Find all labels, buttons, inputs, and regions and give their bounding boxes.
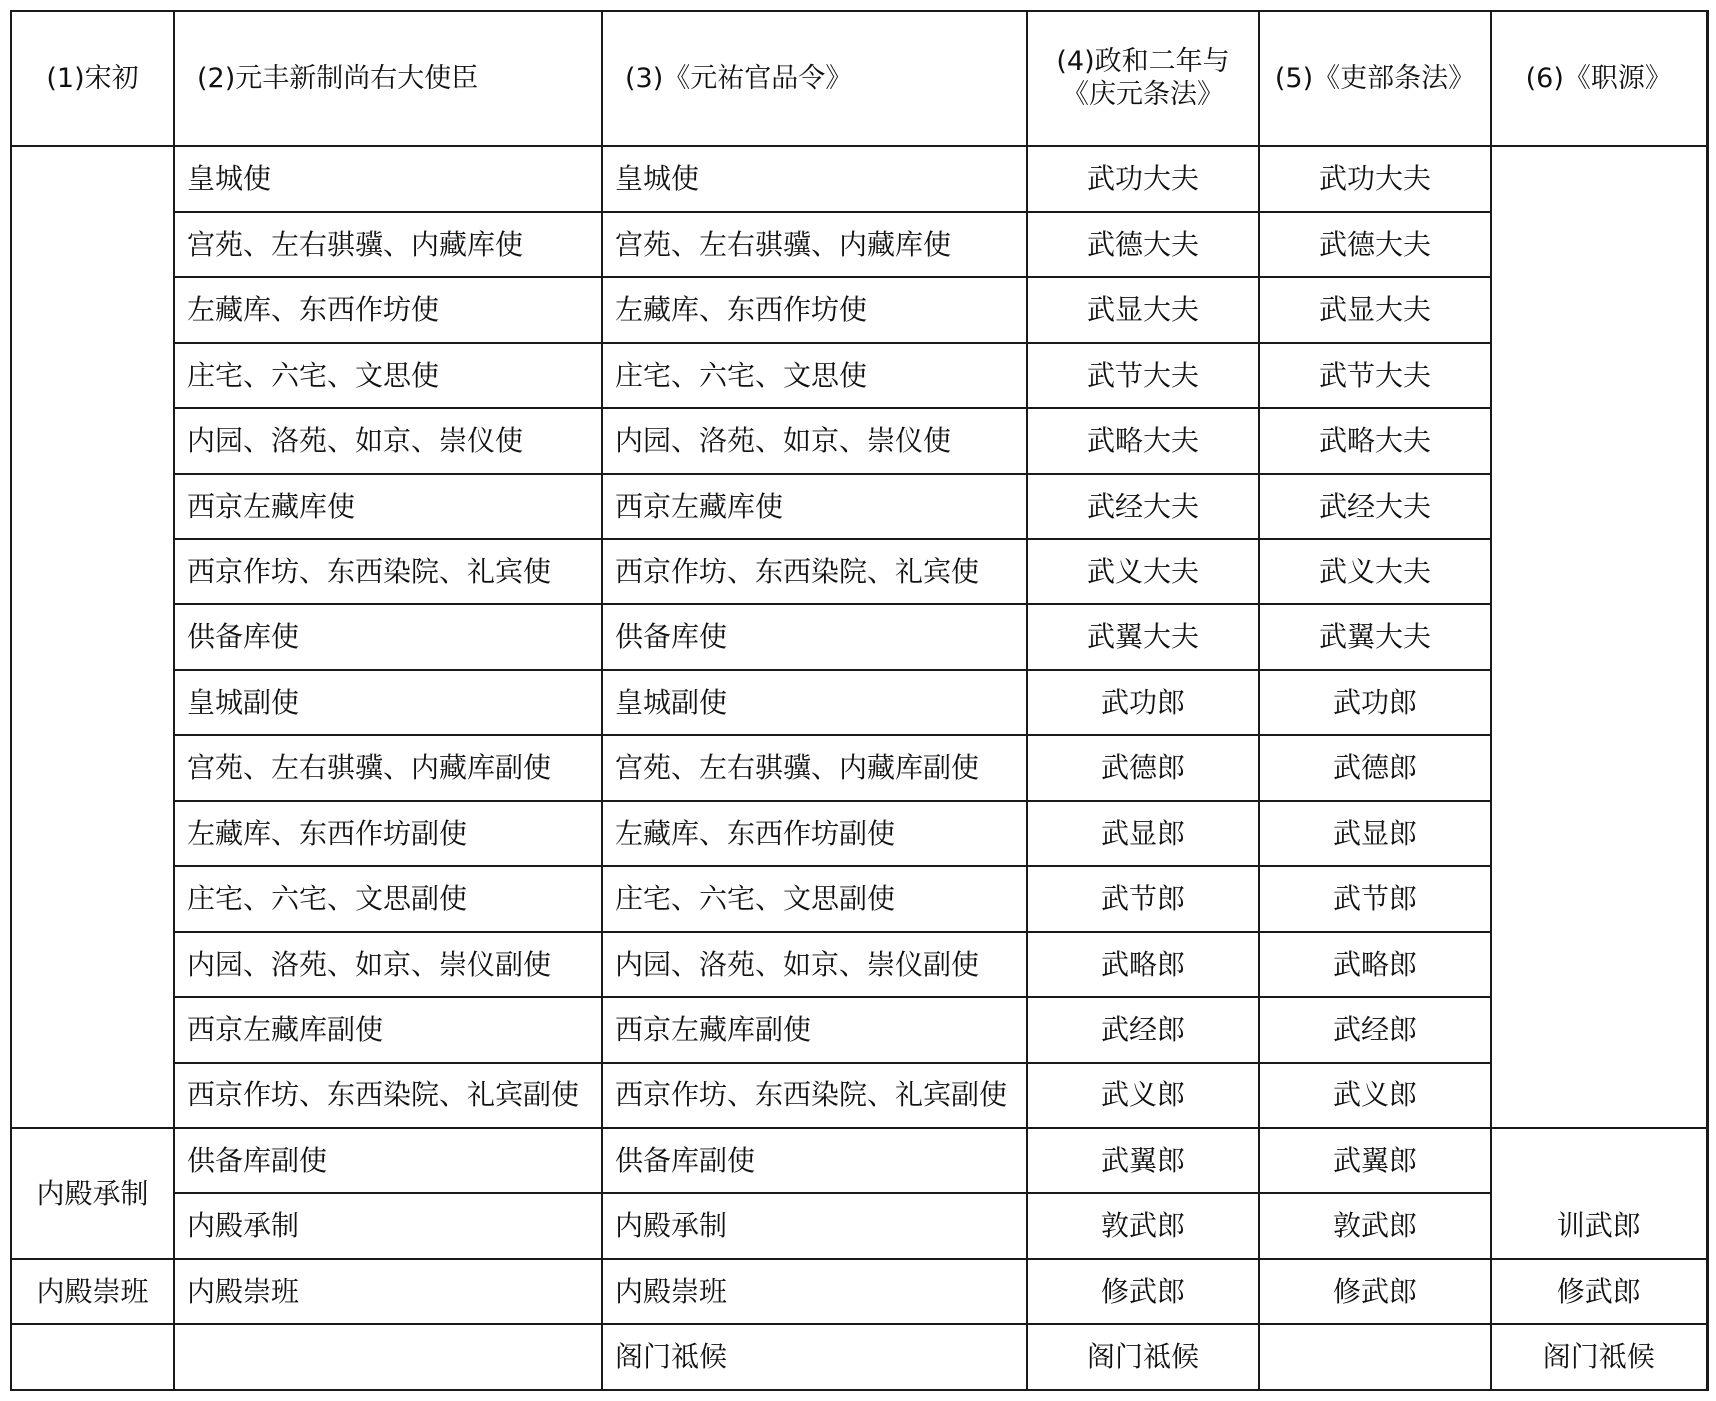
table-row [11,997,1707,1062]
cell-zhenghe: 武义郎 [1027,1063,1259,1128]
cell-yuanfeng: 左藏库、东西作坊副使 [174,801,602,866]
header-col-1: (1)宋初 [11,11,174,146]
header-row [11,11,1707,146]
table-row [11,932,1707,997]
cell-zhenghe: 武功郎 [1027,670,1259,735]
empty-cell-zhiyuan [1491,146,1707,1128]
cell-zhenghe: 武经郎 [1027,997,1259,1062]
cell-yuanyou: 内殿承制 [602,1193,1027,1258]
cell-yuanfeng: 宫苑、左右骐骥、内藏库副使 [174,735,602,800]
cell-zhenghe: 武经大夫 [1027,474,1259,539]
cell-libu: 敦武郎 [1259,1193,1491,1258]
cell-libu: 武显大夫 [1259,277,1491,342]
cell-libu: 武略郎 [1259,932,1491,997]
cell-yuanfeng: 宫苑、左右骐骥、内藏库使 [174,212,602,277]
table-row [11,474,1707,539]
table-row [11,801,1707,866]
cell-yuanyou: 庄宅、六宅、文思使 [602,343,1027,408]
cell-yuanyou: 供备库使 [602,604,1027,669]
cell-zhiyuan: 修武郎 [1491,1259,1707,1324]
cell-yuanfeng: 西京左藏库使 [174,474,602,539]
cell-libu: 武经郎 [1259,997,1491,1062]
cell-yuanyou: 宫苑、左右骐骥、内藏库副使 [602,735,1027,800]
cell-zhenghe: 武德大夫 [1027,212,1259,277]
official-rank-table [10,10,1709,1391]
cell-yuanyou: 阁门祗候 [602,1324,1027,1390]
header-col-3: (3)《元祐官品令》 [602,11,1027,146]
table-row [11,1128,1707,1193]
cell-yuanyou: 西京左藏库使 [602,474,1027,539]
cell-yuanfeng: 皇城使 [174,146,602,211]
cell-yuanfeng: 供备库副使 [174,1128,602,1193]
cell-libu: 武德郎 [1259,735,1491,800]
cell-libu: 武功大夫 [1259,146,1491,211]
cell-yuanyou: 内殿崇班 [602,1259,1027,1324]
cell-zhenghe: 武节大夫 [1027,343,1259,408]
cell-yuanfeng: 西京作坊、东西染院、礼宾副使 [174,1063,602,1128]
cell-yuanyou: 西京作坊、东西染院、礼宾副使 [602,1063,1027,1128]
cell-libu: 武略大夫 [1259,408,1491,473]
cell-libu: 武显郎 [1259,801,1491,866]
table-row [11,735,1707,800]
table-row [11,277,1707,342]
table-row [11,1324,1707,1390]
empty-cell-songchu [11,146,174,1128]
cell-songchu [11,1324,174,1390]
cell-yuanyou: 内园、洛苑、如京、崇仪副使 [602,932,1027,997]
cell-zhenghe: 武显大夫 [1027,277,1259,342]
cell-libu: 武翼郎 [1259,1128,1491,1193]
cell-libu: 武义大夫 [1259,539,1491,604]
cell-yuanfeng: 西京左藏库副使 [174,997,602,1062]
cell-libu: 武节大夫 [1259,343,1491,408]
cell-yuanfeng: 内殿承制 [174,1193,602,1258]
table-row [11,670,1707,735]
cell-yuanfeng: 皇城副使 [174,670,602,735]
table-row [11,539,1707,604]
cell-libu: 修武郎 [1259,1259,1491,1324]
table-row [11,866,1707,931]
cell-libu: 武义郎 [1259,1063,1491,1128]
cell-yuanyou: 西京左藏库副使 [602,997,1027,1062]
cell-zhenghe: 武翼郎 [1027,1128,1259,1193]
table-row [11,212,1707,277]
table-container [10,10,1706,1391]
cell-zhenghe: 武略郎 [1027,932,1259,997]
cell-zhenghe: 修武郎 [1027,1259,1259,1324]
header-col-2: (2)元丰新制尚右大使臣 [174,11,602,146]
cell-zhenghe: 武翼大夫 [1027,604,1259,669]
cell-libu [1259,1324,1491,1390]
cell-libu: 武翼大夫 [1259,604,1491,669]
cell-yuanyou: 西京作坊、东西染院、礼宾使 [602,539,1027,604]
cell-yuanfeng: 庄宅、六宅、文思副使 [174,866,602,931]
cell-yuanfeng: 左藏库、东西作坊使 [174,277,602,342]
cell-yuanfeng: 内殿崇班 [174,1259,602,1324]
cell-yuanyou: 庄宅、六宅、文思副使 [602,866,1027,931]
cell-yuanyou: 左藏库、东西作坊使 [602,277,1027,342]
cell-yuanyou: 内园、洛苑、如京、崇仪使 [602,408,1027,473]
cell-zhiyuan: 阁门祗候 [1491,1324,1707,1390]
cell-yuanfeng: 西京作坊、东西染院、礼宾使 [174,539,602,604]
table-row [11,1193,1707,1258]
cell-yuanyou: 供备库副使 [602,1128,1027,1193]
table-row [11,1063,1707,1128]
cell-yuanfeng: 内园、洛苑、如京、崇仪使 [174,408,602,473]
cell-yuanyou: 宫苑、左右骐骥、内藏库使 [602,212,1027,277]
table-row [11,146,1707,211]
cell-zhenghe: 武义大夫 [1027,539,1259,604]
cell-yuanyou: 皇城使 [602,146,1027,211]
cell-yuanfeng [174,1324,602,1390]
cell-zhiyuan [1491,1128,1707,1193]
cell-yuanfeng: 供备库使 [174,604,602,669]
cell-libu: 武经大夫 [1259,474,1491,539]
table-row [11,604,1707,669]
cell-zhenghe: 武德郎 [1027,735,1259,800]
header-col-5: (5)《吏部条法》 [1259,11,1491,146]
cell-zhiyuan: 训武郎 [1491,1193,1707,1258]
header-col-4: (4)政和二年与《庆元条法》 [1027,11,1259,146]
cell-zhenghe: 武功大夫 [1027,146,1259,211]
table-row [11,1259,1707,1324]
cell-zhenghe: 武略大夫 [1027,408,1259,473]
cell-libu: 武功郎 [1259,670,1491,735]
table-row [11,343,1707,408]
cell-zhenghe: 敦武郎 [1027,1193,1259,1258]
cell-zhenghe: 阁门祗候 [1027,1324,1259,1390]
cell-yuanyou: 左藏库、东西作坊副使 [602,801,1027,866]
cell-yuanfeng: 庄宅、六宅、文思使 [174,343,602,408]
cell-yuanyou: 皇城副使 [602,670,1027,735]
cell-songchu: 内殿崇班 [11,1259,174,1324]
cell-libu: 武节郎 [1259,866,1491,931]
cell-zhenghe: 武节郎 [1027,866,1259,931]
cell-zhenghe: 武显郎 [1027,801,1259,866]
cell-libu: 武德大夫 [1259,212,1491,277]
cell-songchu-chengzhi: 内殿承制 [11,1128,174,1259]
table-row [11,408,1707,473]
header-col-6: (6)《职源》 [1491,11,1707,146]
cell-yuanfeng: 内园、洛苑、如京、崇仪副使 [174,932,602,997]
